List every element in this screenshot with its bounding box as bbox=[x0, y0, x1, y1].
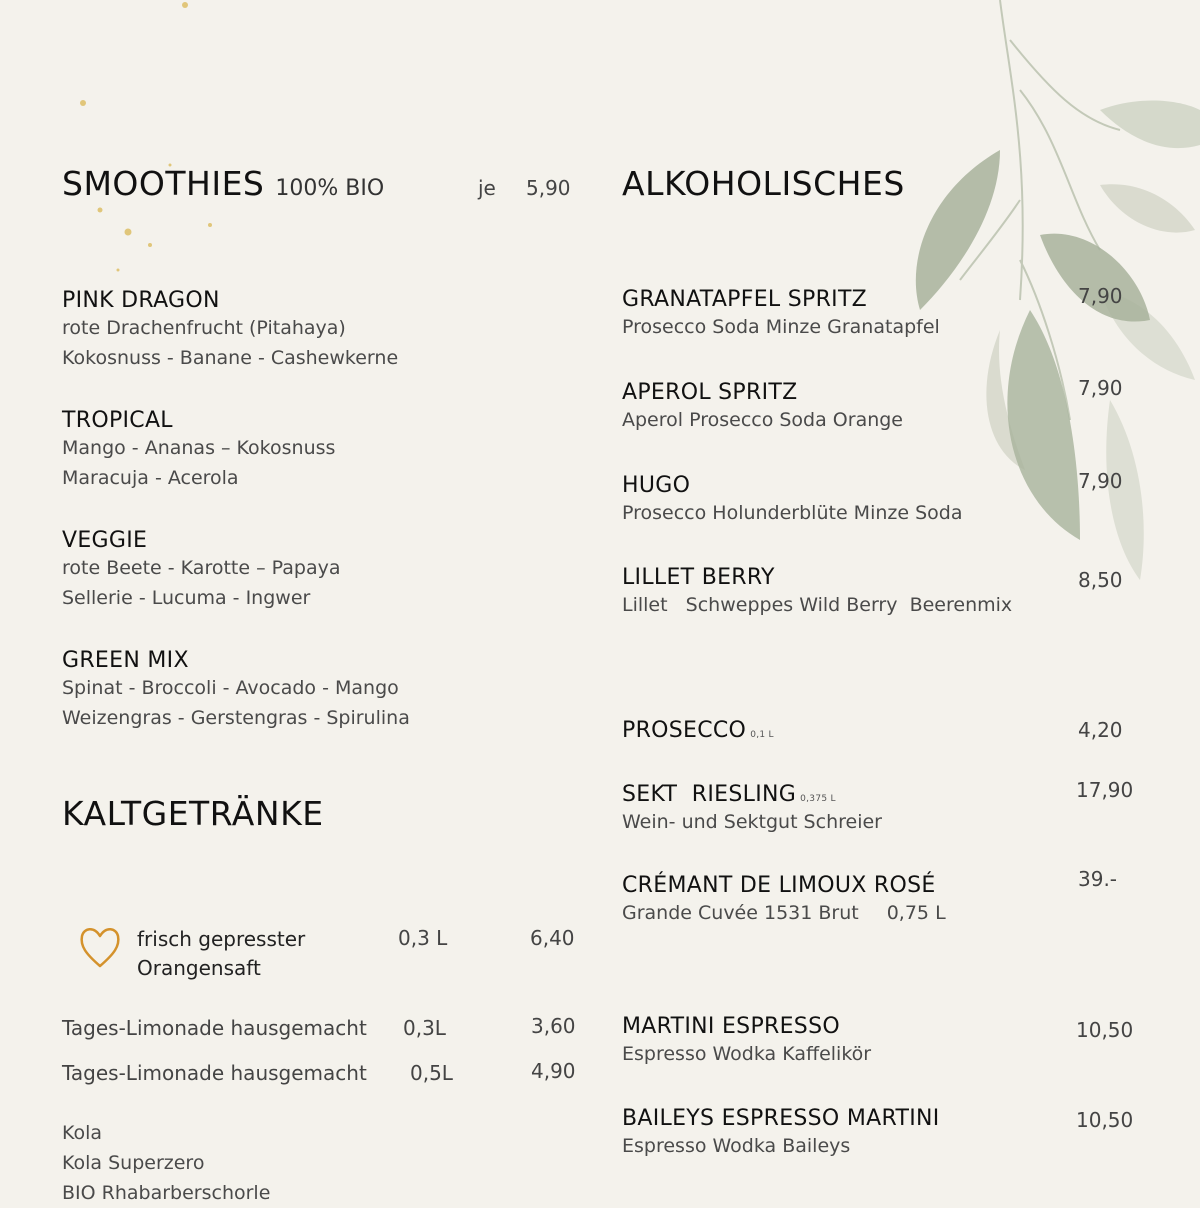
spritz-name: GRANATAPFEL SPRITZ bbox=[622, 287, 868, 312]
martini-name: MARTINI ESPRESSO bbox=[622, 1014, 840, 1039]
spritz-price: 7,90 bbox=[1078, 469, 1123, 493]
limo-size: 0,5L bbox=[410, 1061, 453, 1085]
smoothie-desc: Sellerie - Lucuma - Ingwer bbox=[62, 587, 311, 609]
limo-price: 4,90 bbox=[531, 1059, 576, 1083]
sekt-desc: Wein- und Sektgut Schreier bbox=[622, 811, 882, 833]
cremant-size: 0,75 L bbox=[886, 902, 946, 924]
smoothies-je: je bbox=[478, 176, 496, 200]
limo-size: 0,3L bbox=[403, 1016, 446, 1040]
spritz-price: 7,90 bbox=[1078, 284, 1123, 308]
list-item: BIO Rhabarberschorle bbox=[62, 1182, 271, 1204]
smoothie-item bbox=[62, 288, 398, 373]
heart-icon bbox=[78, 924, 122, 970]
sekt-price: 17,90 bbox=[1076, 778, 1134, 802]
orange-price: 6,40 bbox=[530, 926, 575, 950]
list-item: Kola Superzero bbox=[62, 1152, 205, 1174]
smoothie-desc: rote Drachenfrucht (Pitahaya) bbox=[62, 317, 346, 339]
orange-line1: frisch gepresster bbox=[137, 927, 306, 951]
spritz-item bbox=[622, 565, 1012, 620]
baileys-item bbox=[622, 1106, 940, 1161]
smoothie-desc: Mango - Ananas – Kokosnuss bbox=[62, 437, 336, 459]
smoothies-price: 5,90 bbox=[526, 176, 571, 200]
smoothies-subtitle: 100% BIO bbox=[275, 176, 385, 201]
baileys-name: BAILEYS ESPRESSO MARTINI bbox=[622, 1106, 940, 1131]
orange-size: 0,3 L bbox=[398, 926, 448, 950]
sekt-name: SEKT RIESLING bbox=[622, 782, 797, 807]
list-item: Kola bbox=[62, 1122, 103, 1144]
cremant-name: CRÉMANT DE LIMOUX ROSÉ bbox=[622, 873, 936, 898]
spritz-name: APEROL SPRITZ bbox=[622, 380, 798, 405]
smoothie-desc: Weizengras - Gerstengras - Spirulina bbox=[62, 707, 410, 729]
smoothie-name: TROPICAL bbox=[62, 408, 173, 433]
sekt-item bbox=[622, 782, 882, 837]
cremant-price: 39.- bbox=[1078, 867, 1118, 891]
smoothie-desc: Maracuja - Acerola bbox=[62, 467, 239, 489]
smoothie-desc: rote Beete - Karotte – Papaya bbox=[62, 557, 341, 579]
baileys-price: 10,50 bbox=[1076, 1108, 1134, 1132]
limo-name: Tages-Limonade hausgemacht bbox=[62, 1061, 367, 1085]
smoothie-name: PINK DRAGON bbox=[62, 288, 220, 313]
limo-name: Tages-Limonade hausgemacht bbox=[62, 1016, 367, 1040]
spritz-item bbox=[622, 380, 903, 435]
spritz-name: HUGO bbox=[622, 473, 691, 498]
spritz-price: 8,50 bbox=[1078, 568, 1123, 592]
prosecco-price: 4,20 bbox=[1078, 718, 1123, 742]
spritz-desc: Prosecco Soda Minze Granatapfel bbox=[622, 316, 940, 338]
spritz-desc: Aperol Prosecco Soda Orange bbox=[622, 409, 904, 431]
orange-juice-item bbox=[137, 925, 305, 983]
spritz-desc: Lillet Schweppes Wild Berry Beerenmix bbox=[622, 594, 1013, 616]
orange-line2: Orangensaft bbox=[137, 956, 261, 980]
cremant-desc: Grande Cuvée 1531 Brut bbox=[622, 902, 859, 924]
prosecco-size: 0,1 L bbox=[750, 730, 774, 740]
spritz-name: LILLET BERRY bbox=[622, 565, 775, 590]
smoothie-item bbox=[62, 648, 410, 733]
smoothie-item bbox=[62, 528, 340, 613]
alk-title: ALKOHOLISCHES bbox=[622, 164, 905, 203]
smoothie-name: GREEN MIX bbox=[62, 648, 189, 673]
smoothie-desc: Spinat - Broccoli - Avocado - Mango bbox=[62, 677, 399, 699]
smoothies-title: SMOOTHIES bbox=[62, 164, 265, 203]
prosecco-name: PROSECCO bbox=[622, 718, 747, 743]
baileys-desc: Espresso Wodka Baileys bbox=[622, 1135, 851, 1157]
martini-price: 10,50 bbox=[1076, 1018, 1134, 1042]
prosecco-item bbox=[622, 718, 774, 743]
smoothie-desc: Kokosnuss - Banane - Cashewkerne bbox=[62, 347, 399, 369]
limo-price: 3,60 bbox=[531, 1014, 576, 1038]
kalt-list bbox=[62, 1118, 270, 1208]
kalt-title: KALTGETRÄNKE bbox=[62, 794, 324, 833]
sekt-size: 0,375 L bbox=[800, 794, 836, 804]
smoothie-item bbox=[62, 408, 335, 493]
spritz-desc: Prosecco Holunderblüte Minze Soda bbox=[622, 502, 963, 524]
smoothie-name: VEGGIE bbox=[62, 528, 148, 553]
spritz-item bbox=[622, 473, 963, 528]
spritz-price: 7,90 bbox=[1078, 376, 1123, 400]
smoothies-heading bbox=[62, 164, 384, 203]
martini-item bbox=[622, 1014, 871, 1069]
martini-desc: Espresso Wodka Kaffelikör bbox=[622, 1043, 872, 1065]
spritz-item bbox=[622, 287, 940, 342]
cremant-item bbox=[622, 873, 946, 928]
